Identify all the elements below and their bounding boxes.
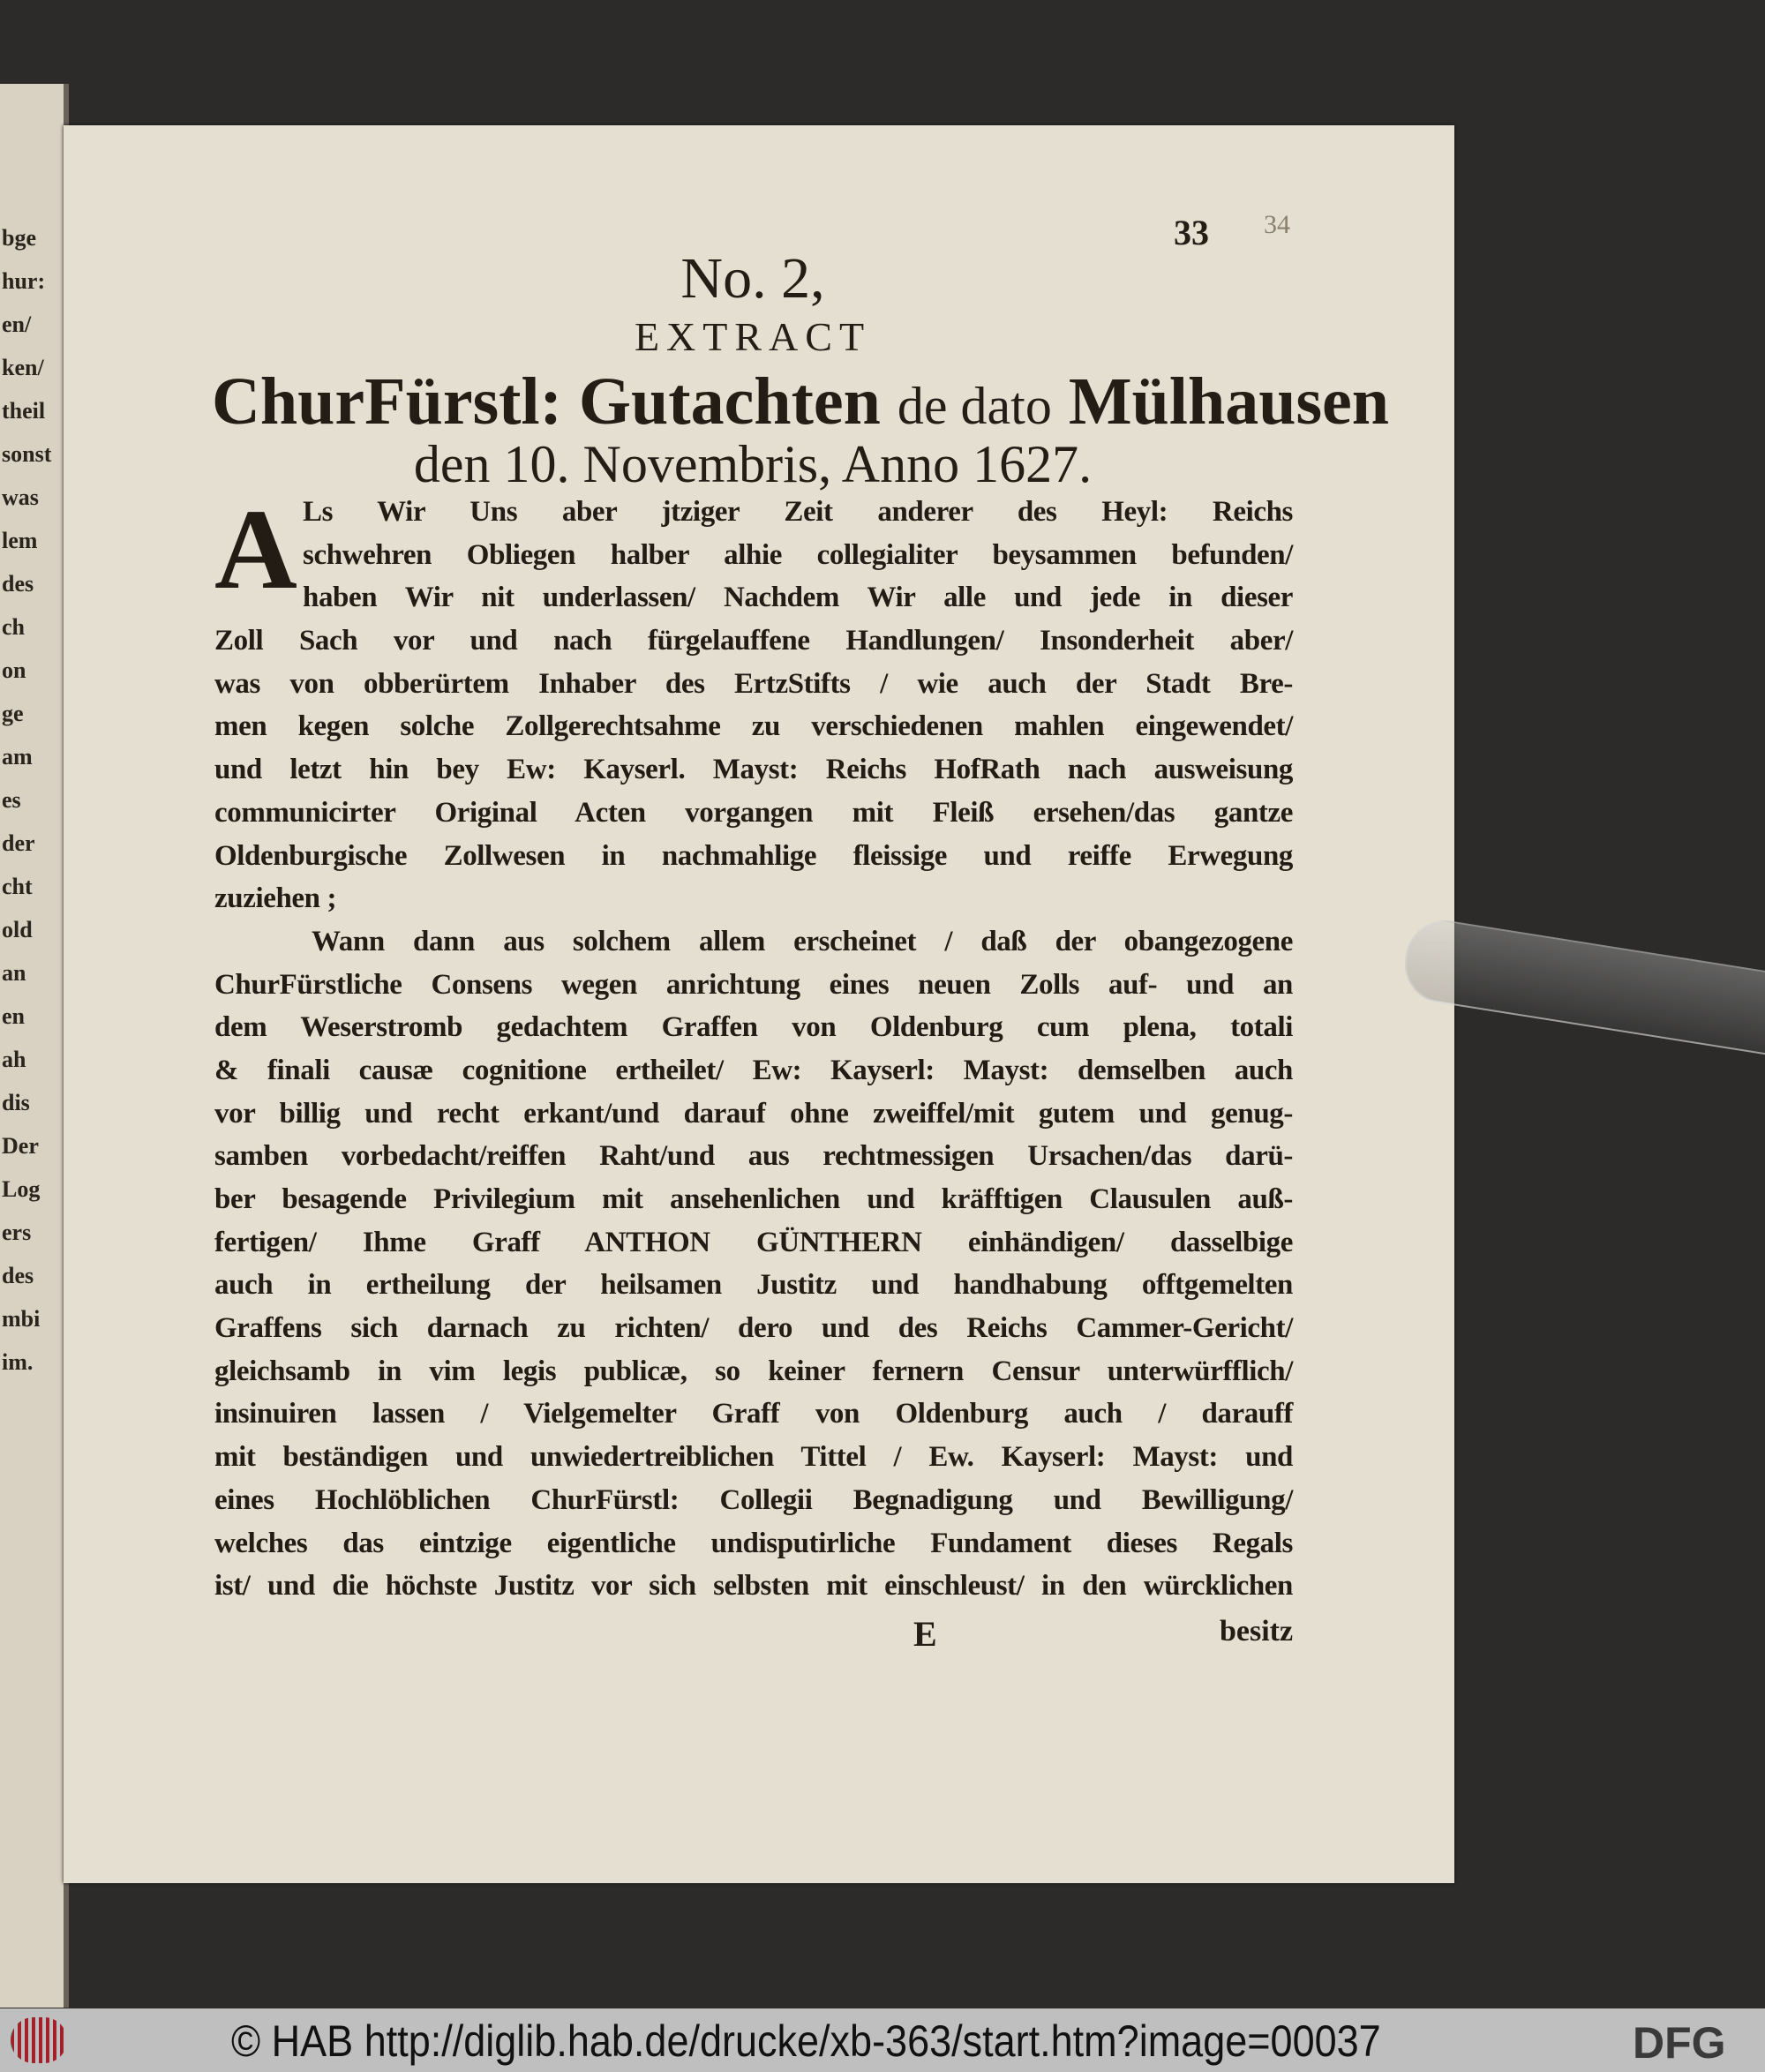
margin-fragment: en/ <box>2 312 32 337</box>
text-line: Ls Wir Uns aber jtziger Zeit anderer des Heyl: Reichs <box>303 496 1293 528</box>
text-line: eines Hochlöblichen ChurFürstl: Collegii Begnadigung und Bewilligung/ <box>214 1483 1293 1516</box>
text-line: insinuiren lassen / Vielgemelter Graff von Oldenburg auch / darauff <box>214 1398 1293 1430</box>
text-line: communicirter Original Acten vorgangen mit Fleiß ersehen/das gantze <box>214 796 1293 829</box>
text-line: mit beständigen und unwiedertreiblichen Tittel / Ew. Kayserl: Mayst: und <box>214 1441 1293 1474</box>
margin-fragment: ken/ <box>2 355 44 380</box>
text-line: was von obberürtem Inhaber des ErtzStifts / wie auch der Stadt Bre- <box>214 667 1293 700</box>
margin-fragment: der <box>2 830 35 856</box>
text-line: und letzt hin bey Ew: Kayserl. Mayst: Reichs HofRath nach ausweisung <box>214 754 1293 786</box>
margin-fragment: ge <box>2 701 24 726</box>
margin-fragment: an <box>2 960 26 986</box>
text-line: Oldenburgische Zollwesen in nachmahlige fleissige und reiffe Erwegung <box>214 839 1293 872</box>
margin-fragment: am <box>2 744 33 769</box>
margin-fragment: dis <box>2 1090 30 1115</box>
text-line: haben Wir nit underlassen/ Nachdem Wir alle und jede in dieser <box>303 582 1293 614</box>
footer-bar <box>0 2008 1765 2072</box>
text-line: ChurFürstliche Consens wegen anrichtung eines neuen Zolls auf- und an <box>214 968 1293 1001</box>
text-line: samben vorbedacht/reiffen Raht/und aus rechtmessigen Ursachen/das darü- <box>214 1140 1293 1173</box>
margin-fragment: des <box>2 571 34 597</box>
margin-fragment: Der <box>2 1133 39 1159</box>
margin-fragment: bge <box>2 225 36 251</box>
margin-fragment: es <box>2 787 21 813</box>
bleed-through-page-number: 34 <box>1264 210 1290 239</box>
margin-fragment: ers <box>2 1220 32 1245</box>
text-line: welches das eintzige eigentliche undisputirliche Fundament dieses Regals <box>214 1527 1293 1559</box>
text-line: Graffens sich darnach zu richten/ dero und des Reichs Cammer-Gericht/ <box>214 1312 1293 1345</box>
document-title <box>212 364 1390 440</box>
margin-fragment: en <box>2 1003 25 1029</box>
text-line: schwehren Obliegen halber alhie collegialiter beysammen befunden/ <box>303 538 1293 571</box>
signature-mark: E <box>913 1614 937 1654</box>
left-page-edge <box>0 84 69 2008</box>
text-line: gleichsamb in vim legis publicæ, so keiner fernern Censur unterwürfflich/ <box>214 1355 1293 1387</box>
catchword: besitz <box>1220 1615 1294 1648</box>
text-line: ist/ und die höchste Justitz vor sich selbsten mit einschleust/ in den würcklichen <box>214 1570 1293 1603</box>
margin-fragment: on <box>2 657 26 683</box>
title-part-2: Mülhausen <box>1068 364 1390 439</box>
margin-fragment: im. <box>2 1349 34 1375</box>
page-number: 33 <box>1174 213 1209 252</box>
text-line: men kegen solche Zollgerechtsahme zu verschiedenen mahlen eingewendet/ <box>214 710 1293 743</box>
text-line: zuziehen ; <box>214 882 337 915</box>
margin-fragment: sonst <box>2 441 52 467</box>
margin-fragment: Log <box>2 1176 41 1202</box>
margin-fragment: ch <box>2 614 25 640</box>
margin-fragment: hur: <box>2 268 46 294</box>
text-line: & finali causæ cognitione ertheilet/ Ew: Kayserl: Mayst: demselben auch <box>214 1054 1293 1086</box>
text-line: auch in ertheilung der heilsamen Justitz und handhabung offtgemelten <box>214 1269 1293 1302</box>
margin-fragment: was <box>2 484 39 510</box>
text-line: Wann dann aus solchem allem erscheinet / daß der obangezogene <box>312 925 1293 957</box>
title-part-1: ChurFürstl: Gutachten <box>212 364 881 439</box>
heading-number: No. 2, <box>680 246 825 311</box>
hab-logo-icon <box>11 2017 67 2063</box>
drop-cap: A <box>214 486 297 613</box>
body-text <box>214 486 1293 1608</box>
margin-fragment: lem <box>2 528 38 553</box>
dfg-logo: DFG <box>1633 2018 1726 2068</box>
text-line: fertigen/ Ihme Graff ANTHON GÜNTHERN einhändigen/ dasselbige <box>214 1226 1293 1258</box>
copyright-url[interactable]: © HAB http://diglib.hab.de/drucke/xb-363/start.htm?image=00037 <box>231 2016 1381 2066</box>
margin-fragment: cht <box>2 874 33 899</box>
text-line: dem Weserstromb gedachtem Graffen von Oldenburg cum plena, totali <box>214 1011 1293 1044</box>
text-line: Zoll Sach vor und nach fürgelauffene Handlungen/ Insonderheit aber/ <box>214 625 1293 657</box>
margin-fragment: mbi <box>2 1306 41 1332</box>
text-line: vor billig und recht erkant/und darauf ohne zweiffel/mit gutem und genug- <box>214 1097 1293 1130</box>
date-line: den 10. Novembris, Anno 1627. <box>413 435 1093 493</box>
margin-fragment: theil <box>2 398 46 424</box>
title-latin: de dato <box>897 377 1052 435</box>
text-line: ber besagende Privilegium mit ansehenlichen und kräfftigen Clausulen auß- <box>214 1183 1293 1215</box>
heading-extract: EXTRACT <box>634 314 872 359</box>
margin-fragment: ah <box>2 1047 26 1072</box>
margin-fragment: des <box>2 1263 34 1288</box>
margin-fragment: old <box>2 917 33 942</box>
